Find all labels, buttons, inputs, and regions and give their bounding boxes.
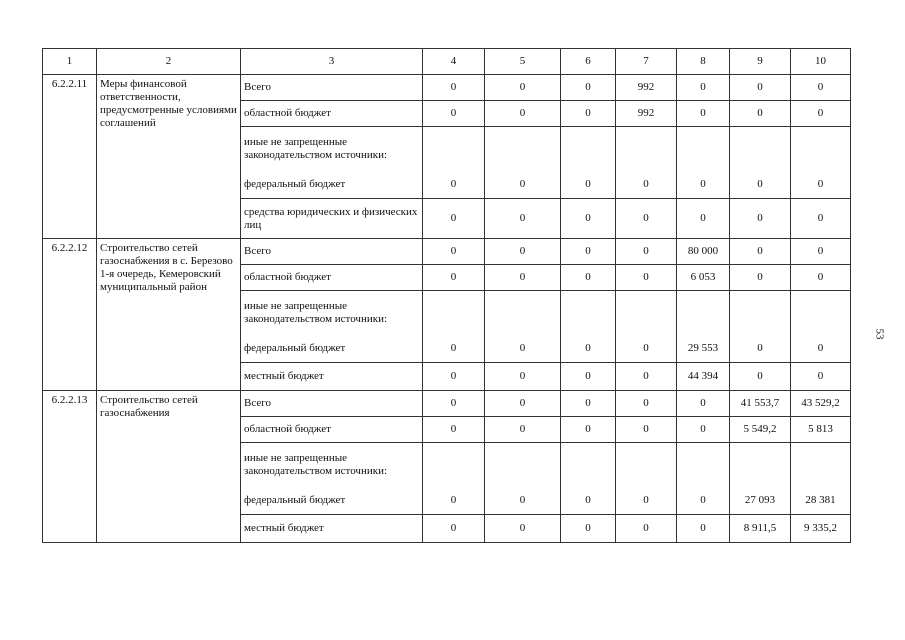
value-cell: 0 xyxy=(423,487,485,515)
value-cell xyxy=(561,443,616,487)
column-header: 8 xyxy=(677,49,730,75)
value-cell: 0 xyxy=(791,75,851,101)
value-cell: 0 xyxy=(423,391,485,417)
funding-source: областной бюджет xyxy=(241,417,423,443)
budget-table xyxy=(42,48,851,543)
item-name: Меры финансовой ответственности, предусмотренные условиями соглашений xyxy=(97,75,241,239)
value-cell xyxy=(677,443,730,487)
value-cell: 0 xyxy=(791,101,851,127)
value-cell: 0 xyxy=(561,363,616,391)
column-header: 5 xyxy=(485,49,561,75)
value-cell xyxy=(423,443,485,487)
value-cell: 0 xyxy=(616,417,677,443)
value-cell: 0 xyxy=(423,171,485,199)
value-cell xyxy=(791,127,851,171)
value-cell xyxy=(730,443,791,487)
value-cell: 0 xyxy=(677,171,730,199)
funding-source: областной бюджет xyxy=(241,101,423,127)
value-cell: 0 xyxy=(730,171,791,199)
page-number: 53 xyxy=(873,328,886,340)
value-cell: 0 xyxy=(423,75,485,101)
value-cell: 0 xyxy=(677,199,730,239)
value-cell: 0 xyxy=(561,101,616,127)
value-cell: 0 xyxy=(423,265,485,291)
column-header: 10 xyxy=(791,49,851,75)
value-cell: 0 xyxy=(485,265,561,291)
column-header: 3 xyxy=(241,49,423,75)
value-cell xyxy=(677,127,730,171)
value-cell xyxy=(677,291,730,335)
value-cell: 0 xyxy=(616,335,677,363)
item-name: Строительство сетей газоснабжения в с. Березово 1-я очередь, Кемеровский муниципальный район xyxy=(97,239,241,391)
column-header: 1 xyxy=(43,49,97,75)
value-cell: 0 xyxy=(616,391,677,417)
value-cell: 27 093 xyxy=(730,487,791,515)
value-cell: 8 911,5 xyxy=(730,515,791,543)
funding-source: местный бюджет xyxy=(241,515,423,543)
item-code: 6.2.2.11 xyxy=(43,75,97,239)
table-row xyxy=(43,75,851,101)
value-cell: 29 553 xyxy=(677,335,730,363)
value-cell: 0 xyxy=(485,199,561,239)
value-cell xyxy=(423,291,485,335)
value-cell: 0 xyxy=(730,199,791,239)
value-cell: 0 xyxy=(677,391,730,417)
value-cell: 0 xyxy=(561,75,616,101)
value-cell: 0 xyxy=(677,515,730,543)
value-cell: 0 xyxy=(730,265,791,291)
table-row xyxy=(43,391,851,417)
value-cell: 992 xyxy=(616,101,677,127)
value-cell: 0 xyxy=(616,265,677,291)
value-cell: 0 xyxy=(616,199,677,239)
table-row xyxy=(43,239,851,265)
funding-source: федеральный бюджет xyxy=(241,171,423,199)
value-cell: 0 xyxy=(561,391,616,417)
funding-source: иные не запрещенные законодательством источники: xyxy=(241,443,423,487)
value-cell: 0 xyxy=(791,171,851,199)
value-cell xyxy=(730,127,791,171)
header-row xyxy=(43,49,851,75)
item-name: Строительство сетей газоснабжения xyxy=(97,391,241,543)
funding-source: Всего xyxy=(241,75,423,101)
value-cell xyxy=(423,127,485,171)
value-cell: 0 xyxy=(791,335,851,363)
value-cell: 0 xyxy=(561,417,616,443)
value-cell: 0 xyxy=(730,101,791,127)
value-cell: 0 xyxy=(677,75,730,101)
value-cell xyxy=(485,127,561,171)
value-cell: 0 xyxy=(485,101,561,127)
value-cell: 43 529,2 xyxy=(791,391,851,417)
value-cell: 0 xyxy=(561,239,616,265)
value-cell: 0 xyxy=(423,417,485,443)
value-cell: 0 xyxy=(423,239,485,265)
value-cell: 0 xyxy=(485,515,561,543)
value-cell: 0 xyxy=(485,487,561,515)
value-cell: 0 xyxy=(616,515,677,543)
value-cell: 0 xyxy=(561,199,616,239)
value-cell: 0 xyxy=(485,239,561,265)
value-cell xyxy=(791,291,851,335)
value-cell: 0 xyxy=(616,171,677,199)
value-cell: 0 xyxy=(616,363,677,391)
value-cell: 0 xyxy=(485,363,561,391)
funding-source: иные не запрещенные законодательством источники: xyxy=(241,291,423,335)
funding-source: средства юридических и физических лиц xyxy=(241,199,423,239)
value-cell: 0 xyxy=(677,101,730,127)
value-cell: 44 394 xyxy=(677,363,730,391)
value-cell: 0 xyxy=(485,171,561,199)
value-cell: 0 xyxy=(485,417,561,443)
item-code: 6.2.2.12 xyxy=(43,239,97,391)
column-header: 4 xyxy=(423,49,485,75)
value-cell: 0 xyxy=(561,335,616,363)
value-cell: 0 xyxy=(791,265,851,291)
value-cell: 0 xyxy=(423,101,485,127)
column-header: 2 xyxy=(97,49,241,75)
value-cell xyxy=(730,291,791,335)
value-cell: 0 xyxy=(730,75,791,101)
value-cell: 0 xyxy=(561,515,616,543)
value-cell: 0 xyxy=(791,363,851,391)
value-cell: 0 xyxy=(791,239,851,265)
value-cell: 0 xyxy=(485,335,561,363)
value-cell: 0 xyxy=(423,363,485,391)
column-header: 9 xyxy=(730,49,791,75)
value-cell: 9 335,2 xyxy=(791,515,851,543)
item-code: 6.2.2.13 xyxy=(43,391,97,543)
funding-source: местный бюджет xyxy=(241,363,423,391)
value-cell xyxy=(791,443,851,487)
value-cell xyxy=(485,443,561,487)
value-cell: 0 xyxy=(730,363,791,391)
value-cell: 0 xyxy=(561,265,616,291)
value-cell xyxy=(616,127,677,171)
funding-source: областной бюджет xyxy=(241,265,423,291)
value-cell: 6 053 xyxy=(677,265,730,291)
value-cell: 5 549,2 xyxy=(730,417,791,443)
funding-source: Всего xyxy=(241,391,423,417)
value-cell: 0 xyxy=(616,487,677,515)
value-cell: 0 xyxy=(423,335,485,363)
value-cell: 0 xyxy=(730,335,791,363)
column-header: 7 xyxy=(616,49,677,75)
value-cell xyxy=(485,291,561,335)
value-cell: 0 xyxy=(677,417,730,443)
funding-source: Всего xyxy=(241,239,423,265)
value-cell xyxy=(561,127,616,171)
value-cell: 0 xyxy=(561,171,616,199)
value-cell: 0 xyxy=(423,515,485,543)
value-cell xyxy=(561,291,616,335)
value-cell xyxy=(616,291,677,335)
value-cell: 80 000 xyxy=(677,239,730,265)
value-cell: 0 xyxy=(485,391,561,417)
value-cell: 5 813 xyxy=(791,417,851,443)
value-cell xyxy=(616,443,677,487)
value-cell: 41 553,7 xyxy=(730,391,791,417)
funding-source: федеральный бюджет xyxy=(241,335,423,363)
value-cell: 0 xyxy=(677,487,730,515)
funding-source: иные не запрещенные законодательством источники: xyxy=(241,127,423,171)
value-cell: 0 xyxy=(561,487,616,515)
value-cell: 0 xyxy=(485,75,561,101)
column-header: 6 xyxy=(561,49,616,75)
funding-source: федеральный бюджет xyxy=(241,487,423,515)
value-cell: 28 381 xyxy=(791,487,851,515)
value-cell: 992 xyxy=(616,75,677,101)
value-cell: 0 xyxy=(730,239,791,265)
value-cell: 0 xyxy=(423,199,485,239)
value-cell: 0 xyxy=(616,239,677,265)
value-cell: 0 xyxy=(791,199,851,239)
